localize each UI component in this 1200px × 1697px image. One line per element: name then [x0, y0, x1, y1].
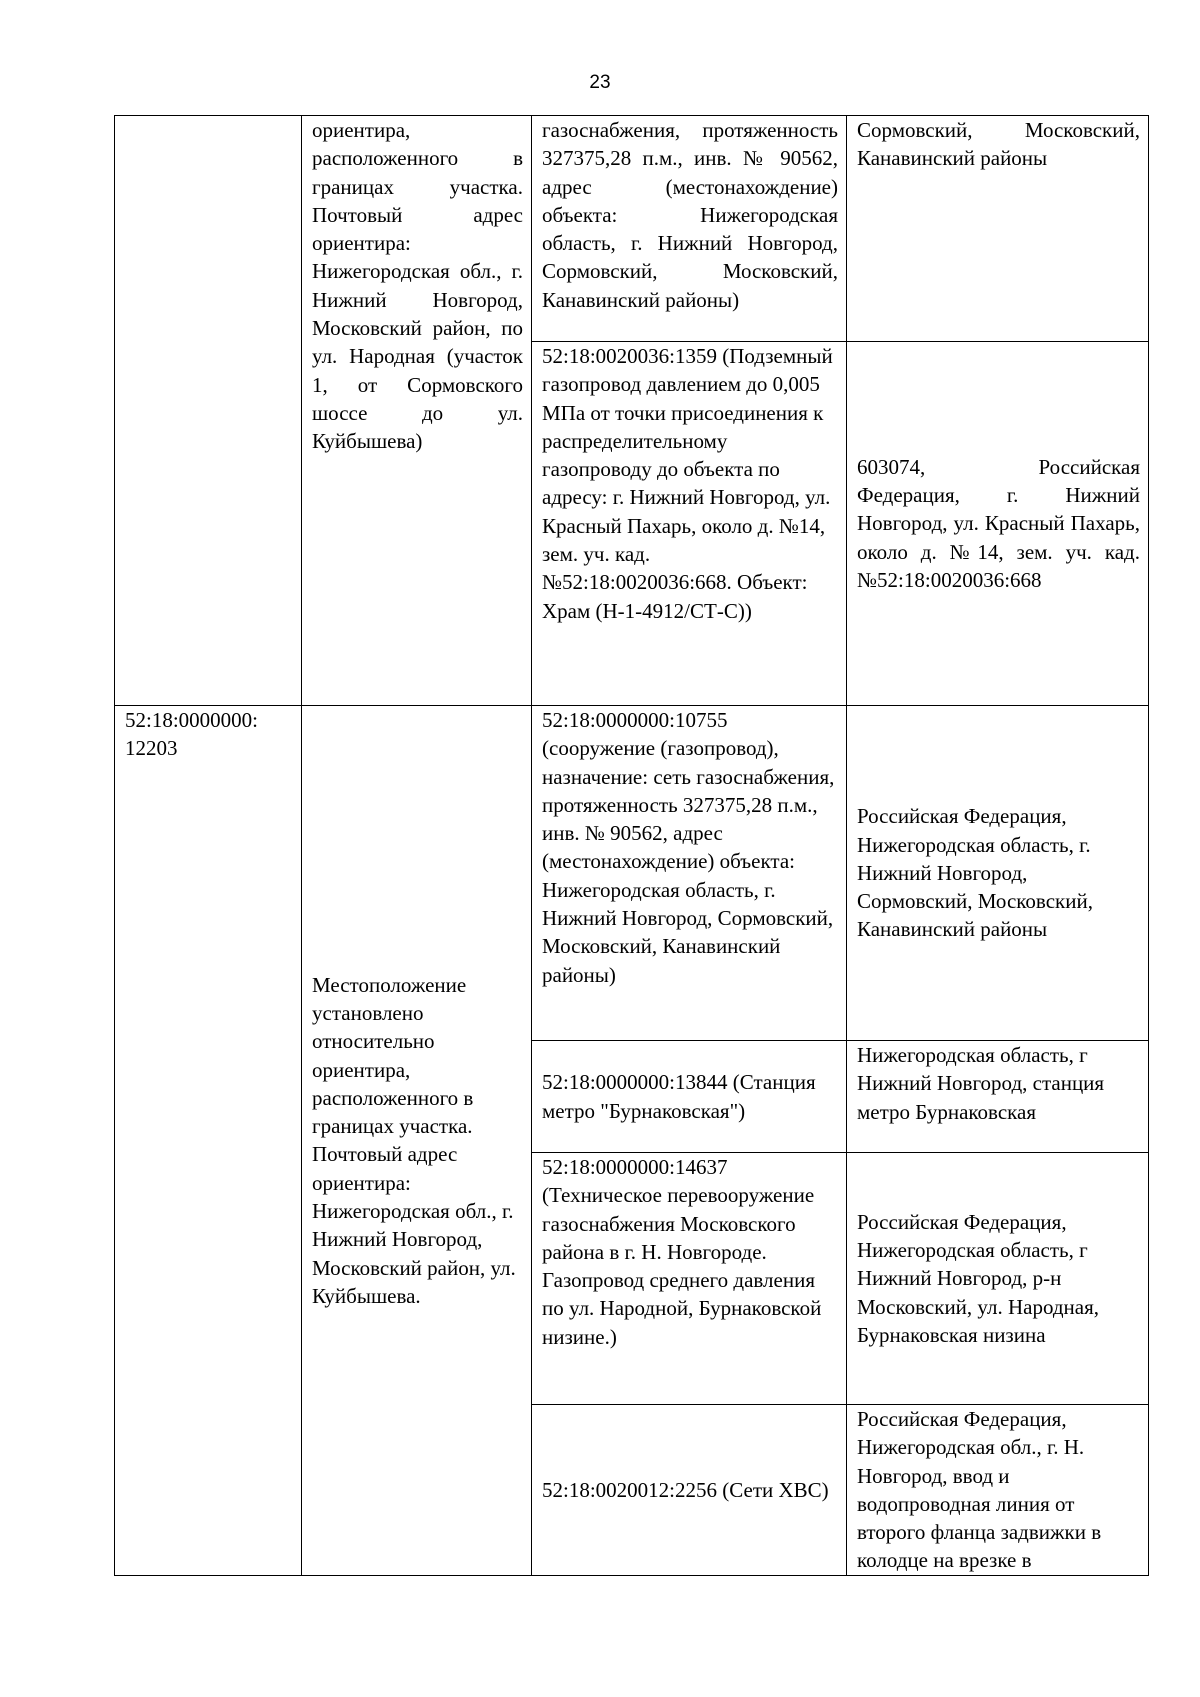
object-cell: 52:18:0000000:14637 (Техническое перевооружение газоснабжения Московского района в г. Н. Новгороде. Газопровод среднего давления по ул. Народной, Бурнаковской низине.)	[532, 1153, 847, 1405]
object-cell: 52:18:0000000:13844 (Станция метро "Бурнаковская")	[532, 1041, 847, 1153]
parcel-number-cell: 52:18:0000000: 12203	[115, 706, 302, 1576]
table-row	[115, 706, 1149, 1041]
address-cell: Российская Федерация, Нижегородская область, г. Нижний Новгород, Сормовский, Московский, Канавинский районы	[847, 706, 1149, 1041]
object-cell: 52:18:0020012:2256 (Сети ХВС)	[532, 1405, 847, 1576]
page-number: 23	[589, 72, 611, 93]
landmark-cell: ориентира, расположенного в границах участка. Почтовый адрес ориентира: Нижегородская обл., г. Нижний Новгород, Московский район, по ул. Народная (участок 1, от Сормовского шоссе до ул. Куйбышева)	[302, 116, 532, 706]
table-row	[115, 116, 1149, 342]
address-text-last-line: №52:18:0020036:668	[857, 567, 1042, 592]
land-parcel-table	[114, 115, 1149, 1576]
address-cell: Российская Федерация, Нижегородская область, г Нижний Новгород, р-н Московский, ул. Народная, Бурнаковская низина	[847, 1153, 1149, 1405]
address-cell: Нижегородская область, г Нижний Новгород, станция метро Бурнаковская	[847, 1041, 1149, 1153]
parcel-number-cell	[115, 116, 302, 706]
landmark-cell: Местоположение установлено относительно ориентира, расположенного в границах участка. Почтовый адрес ориентира: Нижегородская обл., г. Нижний Новгород, Московский район, ул. Куйбышева.	[302, 706, 532, 1576]
address-cell: Российская Федерация, Нижегородская обл., г. Н. Новгород, ввод и водопроводная линия от второго фланца задвижки в колодце на врезке в	[847, 1405, 1149, 1576]
address-text: 603074, Российская Федерация, г. Нижний Новгород, ул. Красный Пахарь, около д. №14, зем. уч. кад.	[857, 454, 1140, 564]
address-cell: Сормовский, Московский, Канавинский районы	[847, 116, 1149, 342]
object-cell: газоснабжения, протяженность 327375,28 п.м., инв. № 90562, адрес (местонахождение) объекта: Нижегородская область, г. Нижний Новгород, Сормовский, Московский, Канавинский районы)	[532, 116, 847, 342]
object-cell: 52:18:0020036:1359 (Подземный газопровод давлением до 0,005 МПа от точки присоединения к распределительному газопроводу до объекта по адресу: г. Нижний Новгород, ул. Красный Пахарь, около д. №14, зем. уч. кад. №52:18:0020036:668. Объект: Храм (Н-1-4912/СТ-С))	[532, 342, 847, 706]
object-cell: 52:18:0000000:10755 (сооружение (газопровод), назначение: сеть газоснабжения, протяженность 327375,28 п.м., инв. № 90562, адрес (местонахождение) объекта: Нижегородская область, г. Нижний Новгород, Сормовский, Московский, Канавинский районы)	[532, 706, 847, 1041]
address-cell	[847, 342, 1149, 706]
